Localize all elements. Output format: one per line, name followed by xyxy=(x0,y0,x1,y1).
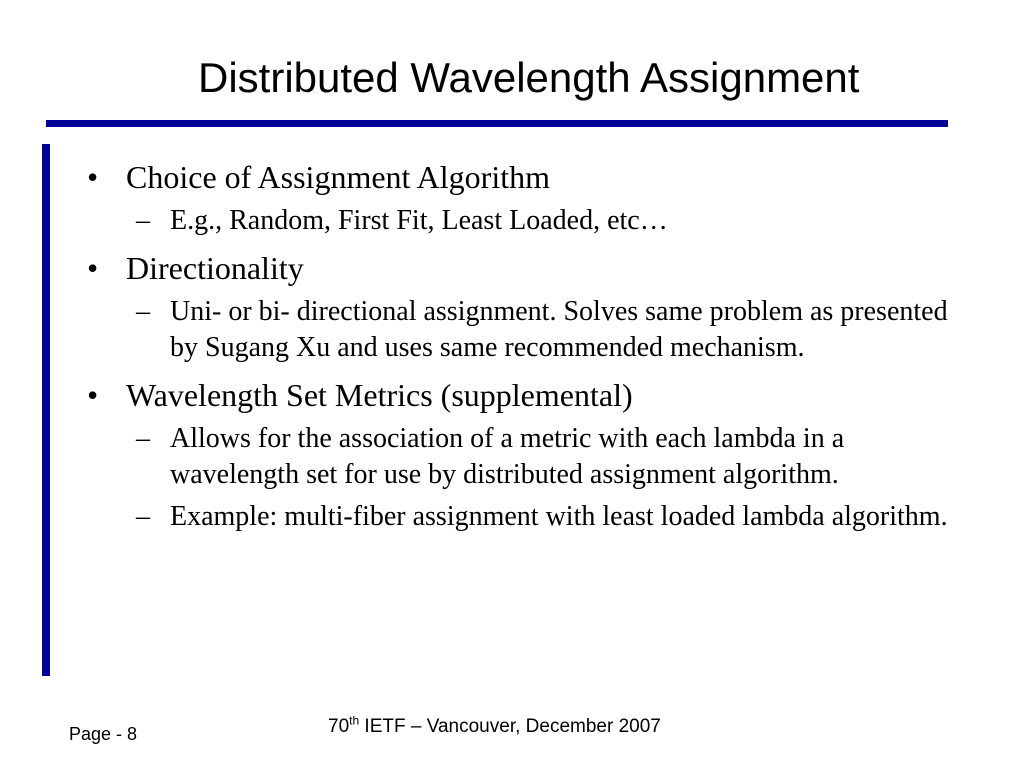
bullet-item xyxy=(84,376,954,415)
bullet-text: Directionality xyxy=(126,250,304,286)
footer-event-suffix: th xyxy=(349,713,360,728)
footer-event-text: IETF – Vancouver, December 2007 xyxy=(359,716,661,737)
bullet-text: Wavelength Set Metrics (supplemental) xyxy=(126,377,633,413)
bullet-text: Choice of Assignment Algorithm xyxy=(126,159,550,195)
bullet-marker: • xyxy=(87,377,99,413)
sub-bullet-item xyxy=(84,421,954,493)
content-side-bar xyxy=(42,144,50,676)
sub-bullet-item xyxy=(84,294,954,366)
sub-bullet-item xyxy=(84,499,954,535)
sub-bullet-item xyxy=(84,203,954,239)
page-number: Page - 8 xyxy=(69,724,138,744)
sub-bullet-text: Uni- or bi- directional assignment. Solves same problem as presented by Sugang Xu and uses same recommended mechanism. xyxy=(170,296,948,363)
sub-bullet-text: Example: multi-fiber assignment with least loaded lambda algorithm. xyxy=(170,501,948,532)
sub-bullet-text: Allows for the association of a metric with each lambda in a wavelength set for use by distributed assignment algorithm. xyxy=(170,423,845,490)
bullet-list xyxy=(84,158,954,535)
bullet-item xyxy=(84,158,954,197)
slide-title: Distributed Wavelength Assignment xyxy=(198,54,860,101)
dash-marker: – xyxy=(136,423,150,454)
dash-marker: – xyxy=(136,296,150,327)
dash-marker: – xyxy=(136,501,150,532)
title-underline xyxy=(46,120,948,127)
bullet-marker: • xyxy=(87,159,99,195)
footer-event-number: 70 xyxy=(328,716,350,737)
bullet-item xyxy=(84,249,954,288)
sub-bullet-text: E.g., Random, First Fit, Least Loaded, etc… xyxy=(170,205,668,236)
dash-marker: – xyxy=(136,205,150,236)
bullet-marker: • xyxy=(87,250,99,286)
footer-event xyxy=(328,713,661,738)
